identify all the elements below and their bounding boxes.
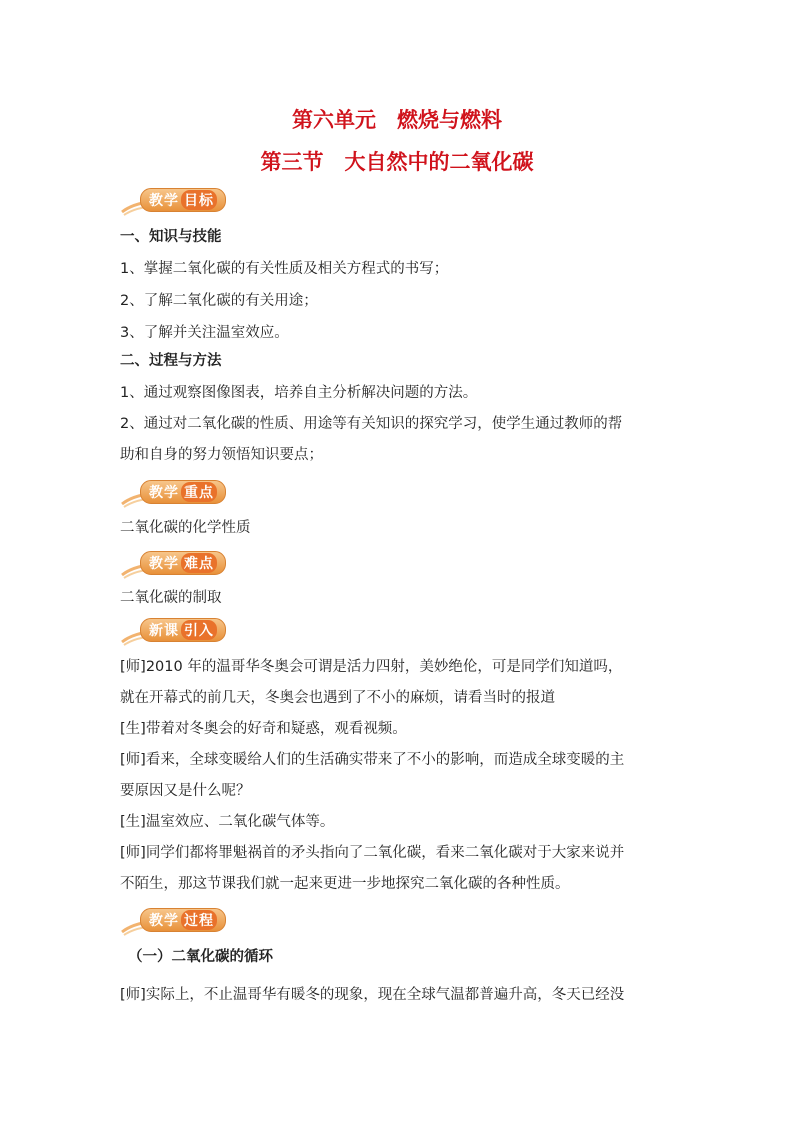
intro-line: [师]同学们都将罪魁祸首的矛头指向了二氧化碳，看来二氧化碳对于大家来说并 xyxy=(120,845,625,861)
badge-difficulties xyxy=(120,551,232,577)
badge-teaching-process xyxy=(120,908,232,934)
goal-line: 3、了解并关注温室效应。 xyxy=(120,325,289,341)
goal-line: 2、了解二氧化碳的有关用途； xyxy=(120,293,318,309)
intro-line: 要原因又是什么呢？ xyxy=(120,783,251,799)
intro-line: [生]温室效应、二氧化碳气体等。 xyxy=(120,814,335,830)
section-title: 第三节 大自然中的二氧化碳 xyxy=(260,150,534,174)
badge-text: 教学 xyxy=(149,913,179,929)
badge-highlight: 目标 xyxy=(181,190,217,210)
badge-highlight: 重点 xyxy=(181,482,217,502)
badge-text: 教学 xyxy=(149,193,179,209)
heading-process-methods: 二、过程与方法 xyxy=(120,353,222,369)
badge-text: 教学 xyxy=(149,485,179,501)
badge-key-points xyxy=(120,480,232,506)
intro-line: 就在开幕式的前几天，冬奥会也遇到了不小的麻烦，请看当时的报道 xyxy=(120,690,555,706)
key-point-text: 二氧化碳的化学性质 xyxy=(120,520,251,536)
badge-teaching-goals xyxy=(120,188,232,214)
badge-text: 新课 xyxy=(149,623,179,639)
goal-line: 2、通过对二氧化碳的性质、用途等有关知识的探究学习，使学生通过教师的帮 xyxy=(120,416,623,432)
heading-co2-cycle: （一）二氧化碳的循环 xyxy=(128,949,273,965)
intro-line: 不陌生，那这节课我们就一起来更进一步地探究二氧化碳的各种性质。 xyxy=(120,876,570,892)
badge-new-lesson-intro xyxy=(120,618,232,644)
badge-highlight: 引入 xyxy=(181,620,217,640)
badge-highlight: 过程 xyxy=(181,910,217,930)
difficulty-text: 二氧化碳的制取 xyxy=(120,590,222,606)
intro-line: [师]2010 年的温哥华冬奥会可谓是活力四射，美妙绝伦，可是同学们知道吗， xyxy=(120,659,623,675)
heading-knowledge-skills: 一、知识与技能 xyxy=(120,229,222,245)
goal-line: 1、掌握二氧化碳的有关性质及相关方程式的书写； xyxy=(120,261,449,277)
badge-text: 教学 xyxy=(149,556,179,572)
unit-title: 第六单元 燃烧与燃料 xyxy=(292,108,502,132)
goal-line: 1、通过观察图像图表，培养自主分析解决问题的方法。 xyxy=(120,385,478,401)
goal-line: 助和自身的努力领悟知识要点； xyxy=(120,447,323,463)
intro-line: [生]带着对冬奥会的好奇和疑惑，观看视频。 xyxy=(120,721,407,737)
badge-highlight: 难点 xyxy=(181,553,217,573)
intro-line: [师]看来，全球变暖给人们的生活确实带来了不小的影响，而造成全球变暖的主 xyxy=(120,752,625,768)
process-line: [师]实际上，不止温哥华有暖冬的现象，现在全球气温都普遍升高，冬天已经没 xyxy=(120,987,625,1003)
